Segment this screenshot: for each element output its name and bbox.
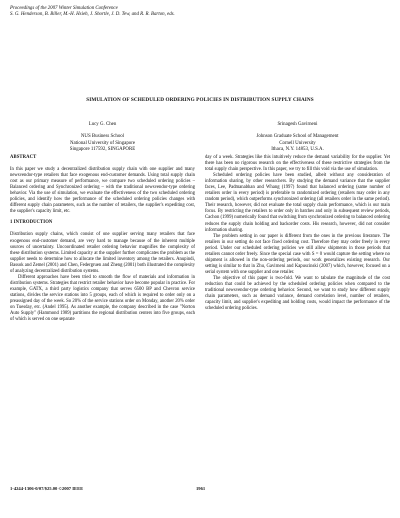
isbn-copyright: 1-4244-1306-0/07/$25.00 ©2007 IEEE — [10, 486, 84, 491]
author-affiliation-line: NUS Business School — [80, 134, 125, 140]
author-affiliation-line: Cornell University — [279, 140, 316, 146]
abstract-text: In this paper we study a decentralized distribution supply chain with one supplier and many newsvendor-type retailers that face exogenous end-customer demands. Using total supply chain cost as our primary measure of performance, we compare two scheduled ordering policies – Balanced ordering and Synchronized ordering – with the traditional newsvendor-type ordering behavior. Via the use of simulation, we evaluate the effectiveness of the two scheduled ordering policies, and identify how the performance of the scheduled ordering policies changes with different supply chain parameters, such as the number of retailers, the supplier's expediting cost, the supplier's capacity limit, etc. — [10, 167, 195, 215]
introduction-heading: 1 INTRODUCTION — [10, 220, 53, 226]
page-number: 1961 — [196, 486, 206, 491]
author-block-2 — [205, 122, 390, 153]
intro-paragraph: Distribution supply chains, which consist of one supplier serving many retailers that face exogenous end-customer demand, are very hard to manage because of the inherent multiple sources of uncertainty. Uncoordinated retailer ordering behavior magnifies the complexity of these distribution systems. Limited capacity at the supplier further complicates the problem as the supplier needs to determine how to allocate the limited inventory among the retailers. Anupindi, Bassok and Zemel (2001) and Chen, Federgruen and Zheng (2001) both illustrated the complexity of analyzing decentralized distribution systems. — [10, 232, 195, 274]
author-affiliation-line: Ithaca, N.Y. 14853, U.S.A. — [271, 146, 324, 152]
author-affiliation-line: National University of Singapore — [69, 140, 136, 146]
body-paragraph: Scheduled ordering policies have been studied, albeit without any consideration of information sharing, by other researchers. By studying the demand variance that the supplier faces, Lee, Padmanabhan and Whang (1997) found that balanced ordering (same number of retailers order in every period) is preferable to randomized ordering (retailers may order in any random period), which outperforms synchronized ordering (all retailers order in the same period). Their research, however, did not evaluate the total supply chain performance, which is our main focus. By restricting the retailers to order only in batches and only in subsequent review periods, Cachon (1999) numerically found that switching from synchronized ordering to balanced ordering reduces the supply chain holding and backorder costs. His research, however, did not consider information sharing. — [205, 173, 390, 233]
paper-title: SIMULATION OF SCHEDULED ORDERING POLICIES IN DISTRIBUTION SUPPLY CHAINS — [86, 97, 314, 103]
abstract-heading: ABSTRACT — [10, 155, 37, 160]
author-name: Srinagesh Gavirneni — [277, 122, 318, 127]
body-paragraph: The objective of this paper is two-fold. We want to tabulate the magnitude of the cost reduction that could be achieved by the scheduled ordering policies when compared to the traditional newsvendor-type ordering behavior. Second, we want to study how different supply chain parameters, such as demand variance, demand correlation level, number of retailers, capacity limit, and supplier's expediting and holding costs, would impact the performance of the scheduled ordering policies. — [205, 275, 390, 312]
author-affiliation-line: Singapore 117592, SINGAPORE — [69, 146, 136, 152]
author-name: Lucy G. Chen — [88, 122, 117, 127]
author-affiliation-line: Johnson Graduate School of Management — [256, 134, 339, 140]
left-column — [10, 155, 195, 323]
intro-paragraph: Different approaches have been tried to smooth the flow of materials and information in distribution systems. Strategies that restrict retailer behavior have become popular in practice. For example, GATX, a third party logistics company that serves 6500 BP and Chevron service stations, divides the service stations into 5 groups, each of which is required to order only on a preassigned day of the week. So 20% of the service stations order on Monday, another 20% order on Tuesday, etc. (Andel 1995). As another example, the company described in the case "Norton Auto Supply" (Hammond 1989) partitions the regional distribution centers into five groups, each of which is served on one separate — [10, 274, 195, 323]
proceedings-header — [10, 6, 390, 19]
body-paragraph: The problem setting in our paper is different from the ones in the previous literature. The retailers in our setting do not face fixed ordering cost. Therefore they may order freely in every period. Under our scheduled ordering policies we still allow shipments in those periods that retailers cannot order freely. Since the special case with S = 0 would capture the setting where no shipment is allowed in the non-ordering periods, our work generalizes existing research. Our setting is similar to that in Zhu, Gavirneni and Kapuscinski (2007) which, however, focused on a serial system with one supplier and one retailer. — [205, 233, 390, 275]
author-block-1 — [10, 122, 195, 153]
proceedings-title: Proceedings of the 2007 Winter Simulation Conference — [10, 6, 118, 11]
body-paragraph: day of a week. Strategies like this intuitively reduce the demand variability for the supplier. Yet there has been no rigorous research on the effectiveness of these restrictive strategies from the total supply chain perspective. In this paper, we try to fill this void via the use of simulation. — [205, 155, 390, 173]
proceedings-editors: S. G. Henderson, B. Biller, M.-H. Hsieh, J. Shortle, J. D. Tew, and R. R. Barton, eds. — [10, 12, 175, 18]
right-column — [205, 155, 390, 312]
